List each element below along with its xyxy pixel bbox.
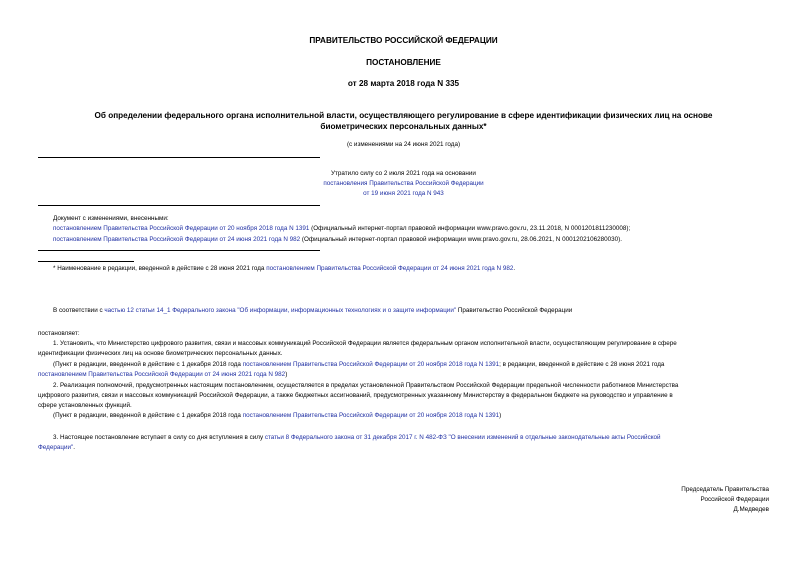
signature-name: Д.Медведев [733,506,769,513]
federal-law-link[interactable]: частью 12 статьи 14_1 Федерального закона "Об информации, информационных технологиях и о защите информации" [104,307,457,314]
change-source-2021: (Официальный интернет-портал правовой информации www.pravo.gov.ru, 28.06.2021, N 0001202106280030). [300,236,622,243]
amendments-note: (с изменениями на 24 июня 2021 года) [346,141,461,148]
changes-intro: Документ с изменениями, внесенными: [53,215,169,222]
change-source-2018: (Официальный интернет-портал правовой информации www.pravo.gov.ru, 23.11.2018, N 0001201811230008); [309,225,631,232]
footnote-end: . [513,265,516,272]
divider [38,205,320,206]
document-type: ПОСТАНОВЛЕНИЕ [366,58,441,67]
preamble-text-start: В соответствии с [53,307,105,314]
point2-note-link[interactable]: постановлением Правительства Российской Федерации от 20 ноября 2018 года N 1391 [242,412,500,419]
point2-note-end: ) [499,412,502,419]
repeal-decree-link[interactable]: постановления Правительства Российской Федерации [323,180,484,187]
point2-line2: цифрового развития, связи и массовых коммуникаций Российской Федерации, а также бюджетных ассигнований, предусмотренных указанному Министерству в федеральном бюджете на руководство и управление в [38,392,673,399]
footnote-link[interactable]: постановлением Правительства Российской Федерации от 24 июня 2021 года N 982 [266,265,514,272]
footnote [53,264,515,275]
change-link-2018[interactable]: постановлением Правительства Российской Федерации от 20 ноября 2018 года N 1391 [53,225,310,232]
validity-text: Утратило силу со 2 июля 2021 года на основании [331,170,476,177]
point1-note-end: ) [285,371,288,378]
point1-note-link1[interactable]: постановлением Правительства Российской Федерации от 20 ноября 2018 года N 1391 [242,361,500,368]
repeal-decree-date-link[interactable]: от 19 июня 2021 года N 943 [363,190,444,197]
point3-line1 [53,433,661,444]
point2-line3: сфере установленных функций. [38,402,132,409]
preamble [53,306,572,317]
resolves-text: постановляет: [38,330,80,337]
footnote-text: * Наименование в редакции, введенной в действие с 28 июня 2021 года [53,265,267,272]
document-title-line2: биометрических персональных данных* [320,122,487,131]
footnote-divider [38,261,134,262]
point3-law-link[interactable]: статьи 8 Федерального закона от 31 декабря 2017 г. N 482-ФЗ "О внесении изменений в отдельные законодательные акты Российской [264,434,661,441]
point1-note-start: (Пункт в редакции, введенной в действие с 1 декабря 2018 года [53,361,243,368]
document-title-line1: Об определении федерального органа исполнительной власти, осуществляющего регулирование в сфере идентификации физических лиц на основе [94,111,713,120]
signature-country: Российской Федерации [700,496,769,503]
point1-note-mid: ; в редакции, введенной в действие с 28 июня 2021 года [499,361,665,368]
point2-note-start: (Пункт в редакции, введенной в действие с 1 декабря 2018 года [53,412,243,419]
divider [38,157,320,158]
document-date-number: от 28 марта 2018 года N 335 [347,79,460,88]
preamble-text-end: Правительство Российской Федерации [456,307,573,314]
point1-note-link2[interactable]: постановлением Правительства Российской Федерации от 24 июня 2021 года N 982 [38,371,286,378]
signature-position: Председатель Правительства [681,486,769,493]
change-link-2021[interactable]: постановлением Правительства Российской Федерации от 24 июня 2021 года N 982 [53,236,301,243]
point2-note [53,411,501,422]
point3-law-link-cont[interactable]: Федерации" [38,444,74,451]
point1-note [53,360,664,371]
point3-text-start: 3. Настоящее постановление вступает в силу со дня вступления в силу [53,434,265,441]
point1-line1: 1. Установить, что Министерство цифрового развития, связи и массовых коммуникаций Российской Федерации является федеральным органом исполнительной власти, осуществляющим регулирование в сфере [53,340,677,347]
point1-line2: идентификации физических лиц на основе биометрических персональных данных. [38,350,283,357]
point2-line1: 2. Реализация полномочий, предусмотренных настоящим постановлением, осуществляется в пределах установленной Правительством Российской Федерации предельной численности работников Министерства [53,382,679,389]
point3-line2 [38,443,75,454]
changes-item [53,224,630,235]
divider [38,250,320,251]
point3-text-end: . [73,444,75,451]
changes-item [53,235,622,246]
point1-note-cont [38,370,287,381]
government-heading: ПРАВИТЕЛЬСТВО РОССИЙСКОЙ ФЕДЕРАЦИИ [309,36,498,45]
